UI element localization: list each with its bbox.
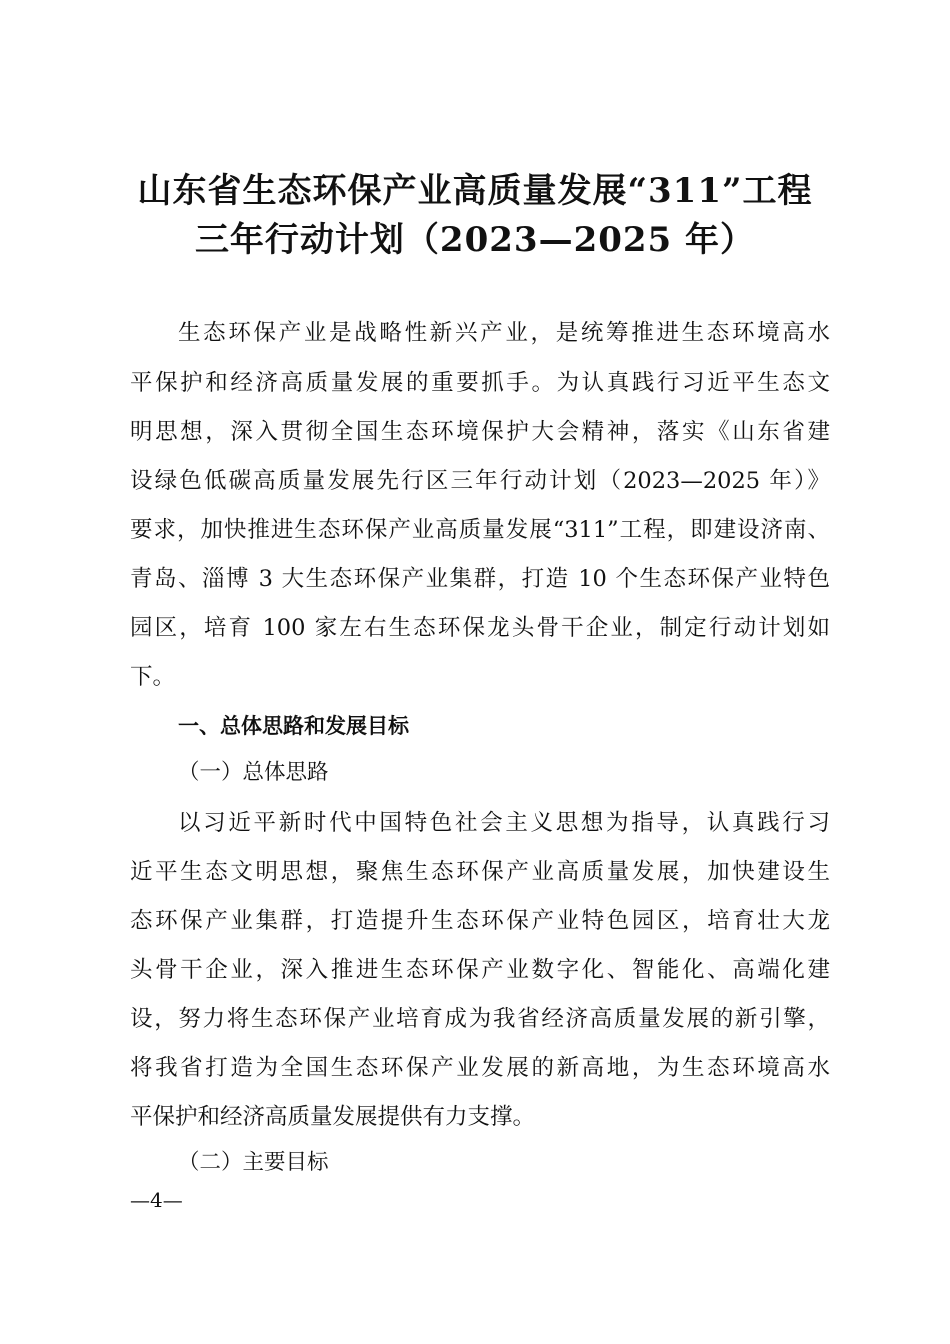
body-line: 态环保产业集群，打造提升生态环保产业特色园区，培育壮大龙 [130,908,830,934]
intro-line: 平保护和经济高质量发展的重要抓手。为认真践行习近平生态文 [130,370,830,396]
intro-line: 要求，加快推进生态环保产业高质量发展“311”工程，即建设济南、 [130,517,830,543]
intro-line: 生态环保产业是战略性新兴产业，是统筹推进生态环境高水 [178,320,830,346]
document-title-line-1: 山东省生态环保产业高质量发展“311”工程 [137,171,813,211]
intro-line: 园区，培育 100 家左右生态环保龙头骨干企业，制定行动计划如 [130,615,830,641]
body-line: 头骨干企业，深入推进生态环保产业数字化、智能化、高端化建 [130,957,830,983]
intro-line: 设绿色低碳高质量发展先行区三年行动计划（2023—2025 年）》 [130,468,830,494]
body-line: 近平生态文明思想，聚焦生态环保产业高质量发展，加快建设生 [130,859,830,885]
body-line: 平保护和经济高质量发展提供有力支撑。 [130,1104,536,1130]
body-line: 以习近平新时代中国特色社会主义思想为指导，认真践行习 [178,810,830,836]
subsection-heading: （二）主要目标 [178,1150,329,1175]
body-line: 将我省打造为全国生态环保产业发展的新高地，为生态环境高水 [130,1055,830,1081]
body-line: 设，努力将生态环保产业培育成为我省经济高质量发展的新引擎， [130,1006,830,1032]
intro-line: 明思想，深入贯彻全国生态环境保护大会精神，落实《山东省建 [130,419,830,445]
page-number: —4— [130,1188,183,1212]
document-title-line-2: 三年行动计划（2023—2025 年） [194,220,756,260]
intro-line: 青岛、淄博 3 大生态环保产业集群，打造 10 个生态环保产业特色 [130,566,830,592]
section-heading: 一、总体思路和发展目标 [178,714,409,738]
intro-line: 下。 [130,664,176,690]
subsection-heading: （一）总体思路 [178,760,329,785]
